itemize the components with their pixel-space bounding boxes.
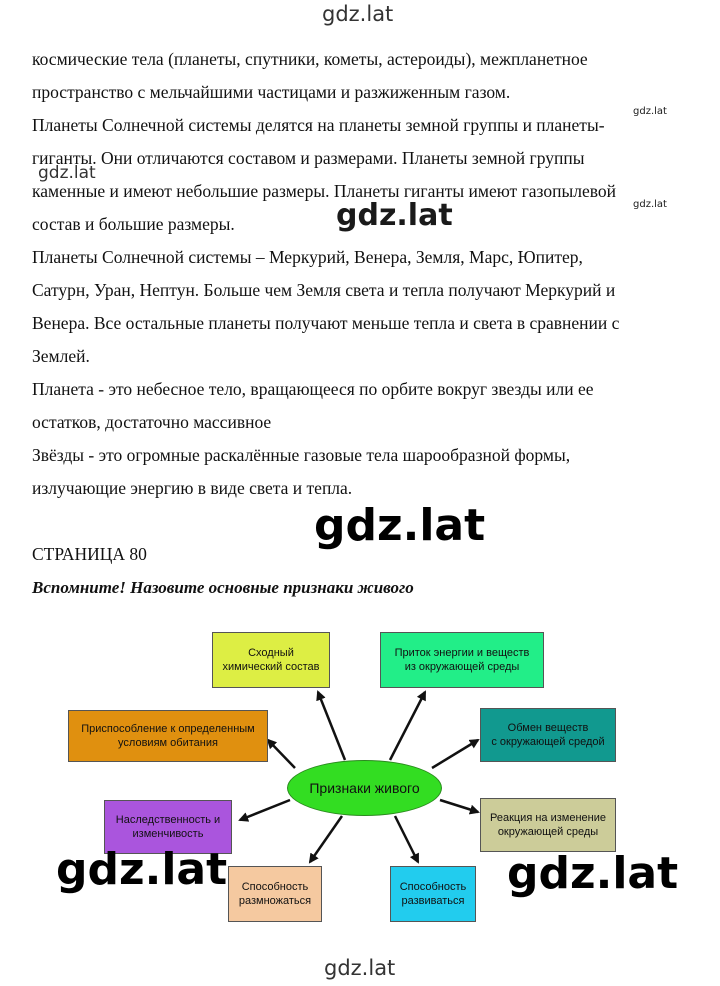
arrow-metabolism: [432, 740, 478, 768]
watermark-left-large: gdz.lat: [56, 844, 228, 895]
line: состав и большие размеры.: [32, 214, 235, 234]
line: остатков, достаточно массивное: [32, 412, 272, 432]
arrow-reproduce: [310, 816, 342, 862]
box-line: Обмен веществ: [507, 722, 589, 734]
box-line: Способность: [399, 881, 467, 893]
line: Землей.: [32, 346, 90, 366]
watermark-top: gdz.lat: [322, 2, 394, 26]
box-line: Способность: [241, 881, 309, 893]
line: гиганты. Они отличаются составом и размерами. Планеты земной группы: [32, 148, 585, 168]
arrow-energy: [390, 692, 425, 760]
box-metabolism: [480, 708, 616, 762]
line: космические тела (планеты, спутники, кометы, астероиды), межпланетное: [32, 49, 588, 69]
box-line: развиваться: [401, 895, 465, 907]
diagram-center: Признаки живого: [287, 760, 442, 816]
watermark-right-large: gdz.lat: [507, 848, 679, 899]
box-line: размножаться: [238, 895, 312, 907]
box-line: Реакция на изменение: [489, 812, 606, 824]
paragraph: [32, 43, 702, 109]
line: Планеты Солнечной системы – Меркурий, Венера, Земля, Марс, Юпитер,: [32, 247, 583, 267]
watermark-big: gdz.lat: [336, 198, 453, 233]
box-line: с окружающей средой: [491, 736, 605, 748]
line: каменные и имеют небольшие размеры. Планеты гиганты имеют газопылевой: [32, 181, 616, 201]
watermark-small: gdz.lat: [633, 199, 667, 210]
watermark-mid: gdz.lat: [38, 163, 96, 183]
box-development: [390, 866, 476, 922]
paragraph: [32, 439, 702, 505]
line: Звёзды - это огромные раскалённые газовые тела шарообразной формы,: [32, 445, 571, 465]
box-reproduction: [228, 866, 322, 922]
box-line: из окружающей среды: [404, 661, 520, 673]
arrow-reaction: [440, 800, 478, 812]
box-line: Приток энергии и веществ: [394, 647, 530, 659]
body-text: [32, 43, 702, 505]
box-adaptation: [68, 710, 268, 762]
arrow-adaptation: [268, 740, 295, 768]
arrow-heredity: [240, 800, 290, 820]
box-line: химический состав: [222, 661, 320, 673]
watermark-bottom: gdz.lat: [324, 956, 396, 980]
arrow-chemical: [318, 692, 345, 760]
box-chemical-composition: [212, 632, 330, 688]
arrow-develop: [395, 816, 418, 862]
watermark-center: gdz.lat: [314, 500, 486, 551]
box-energy-inflow: [380, 632, 544, 688]
line: излучающие энергию в виде света и тепла.: [32, 478, 353, 498]
box-line: изменчивость: [132, 828, 204, 840]
box-line: Наследственность и: [115, 814, 221, 826]
box-reaction: [480, 798, 616, 852]
page-heading: СТРАНИЦА 80: [32, 544, 147, 564]
line: пространство с мельчайшими частицами и разжиженным газом.: [32, 82, 511, 102]
line: Венера. Все остальные планеты получают меньше тепла и света в сравнении с: [32, 313, 620, 333]
box-line: Сходный: [248, 647, 294, 659]
watermark-small: gdz.lat: [633, 106, 667, 117]
box-line: Приспособление к определенным: [81, 723, 255, 735]
paragraph: [32, 241, 702, 373]
line: Планеты Солнечной системы делятся на планеты земной группы и планеты-: [32, 115, 605, 135]
box-line: окружающей среды: [497, 826, 599, 838]
line: Сатурн, Уран, Нептун. Больше чем Земля света и тепла получают Меркурий и: [32, 280, 616, 300]
box-line: условиям обитания: [118, 737, 218, 749]
question-title: Вспомните! Назовите основные признаки живого: [32, 578, 414, 597]
line: Планета - это небесное тело, вращающееся по орбите вокруг звезды или ее: [32, 379, 594, 399]
paragraph: [32, 373, 702, 439]
